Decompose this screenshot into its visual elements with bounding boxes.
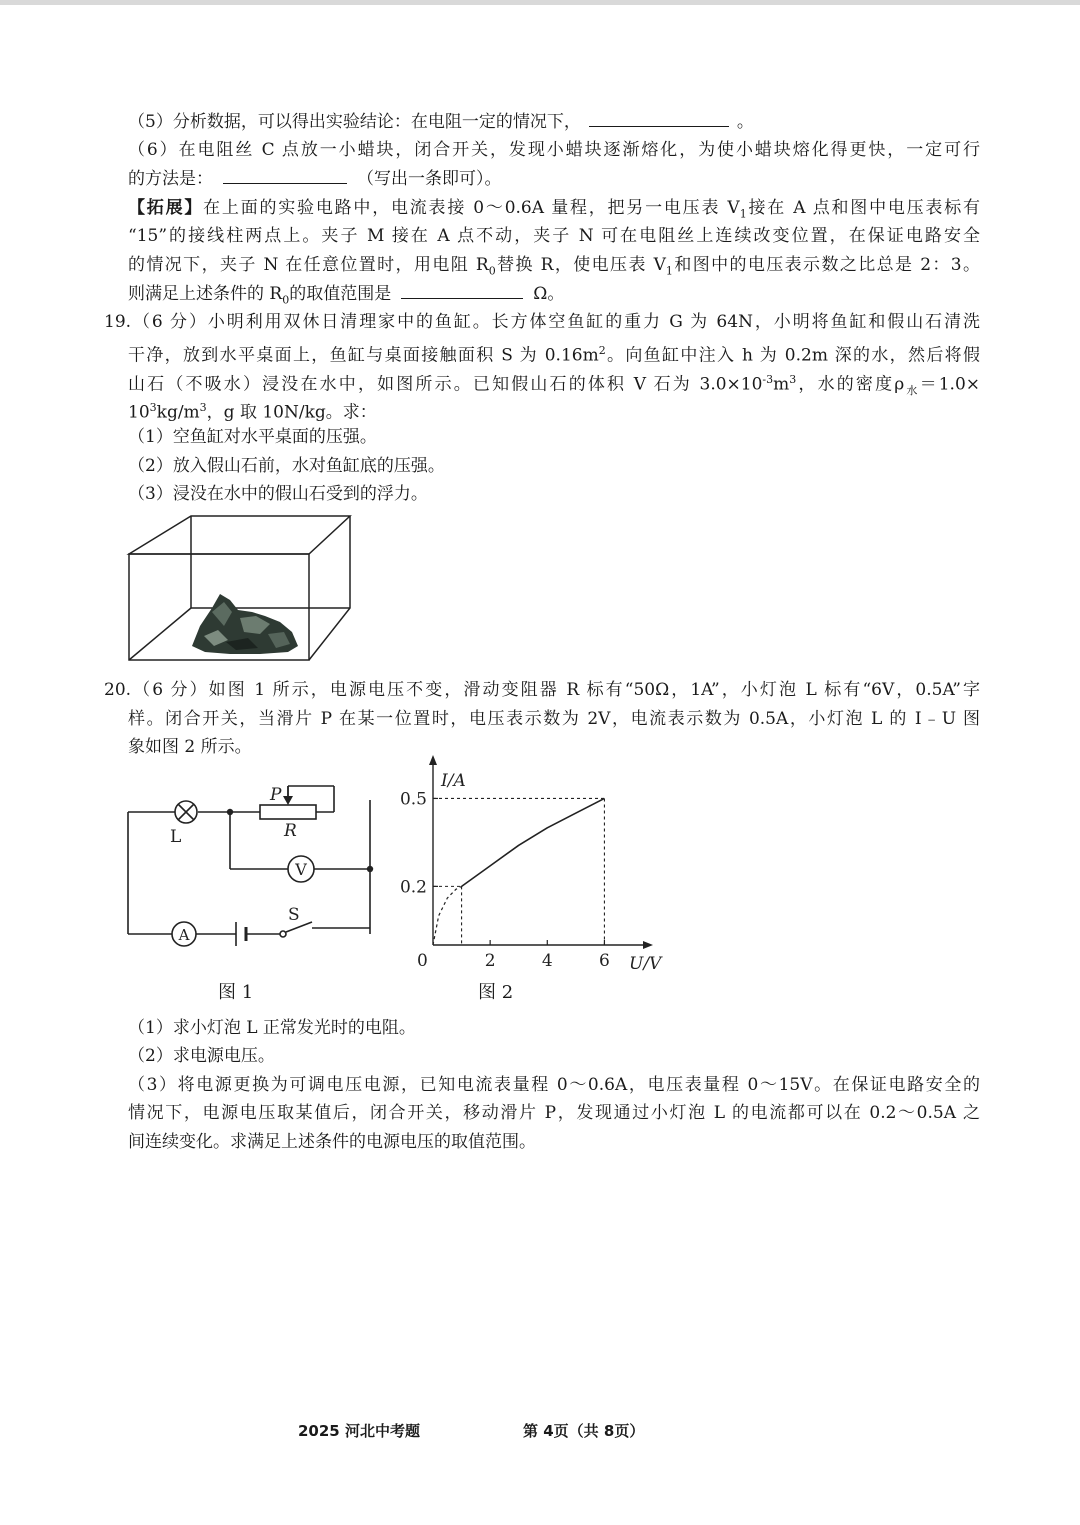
y-axis-label: I/A bbox=[441, 771, 466, 791]
extension-text: 的取值范围是 bbox=[289, 284, 392, 304]
superscript: 3 bbox=[789, 373, 797, 386]
q18-part5-text: （5）分析数据，可以得出实验结论：在电阻一定的情况下， bbox=[128, 112, 581, 132]
extension-text: 的情况下，夹子 N 在任意位置时，用电阻 R bbox=[128, 255, 489, 275]
q19-text: 干净，放到水平桌面上，鱼缸与桌面接触面积 S 为 0.16m bbox=[128, 345, 599, 366]
figure2-caption: 图 2 bbox=[478, 982, 514, 1003]
voltmeter-label: V bbox=[295, 860, 307, 879]
extension-text: 和图中的电压表示数之比总是 2：3。 bbox=[672, 255, 980, 275]
q20-line1: 20.（6 分）如图 1 所示，电源电压不变，滑动变阻器 R 标有“50Ω，1A”，小灯泡 L 标有“6V，0.5A”字 bbox=[104, 680, 980, 700]
graph-guides bbox=[433, 798, 604, 945]
rheostat-icon bbox=[260, 805, 316, 819]
q19-text: 。向鱼缸中注入 h 为 0.2m 深的水，然后将假 bbox=[605, 345, 980, 366]
subscript: 0 bbox=[282, 293, 290, 307]
q18-part6-text: 的方法是： bbox=[128, 169, 213, 189]
q18-part6-line2 bbox=[128, 165, 980, 193]
subscript: 1 bbox=[665, 264, 673, 278]
q19-text: kg/m bbox=[156, 402, 200, 423]
answer-blank[interactable] bbox=[223, 165, 347, 184]
q18-part6-hint: （写出一条即可）。 bbox=[357, 169, 502, 189]
lamp-icon bbox=[175, 801, 197, 823]
battery-icon bbox=[236, 922, 246, 946]
superscript: 3 bbox=[199, 401, 207, 414]
q18-part6-line1: （6）在电阻丝 C 点放一小蜡块，闭合开关，发现小蜡块逐渐熔化，为使小蜡块熔化得更快，一定可行 bbox=[128, 140, 980, 160]
switch-label: S bbox=[288, 905, 300, 925]
q19-line4 bbox=[128, 394, 980, 427]
q20-sub2: （2）求电源电压。 bbox=[128, 1046, 275, 1066]
q18-part5 bbox=[128, 108, 980, 136]
junction-dot bbox=[367, 866, 373, 872]
slider-arrow-icon bbox=[283, 786, 293, 805]
extension-text: 在上面的实验电路中，电流表接 0～0.6A 量程，把另一电压表 V bbox=[203, 198, 740, 218]
iu-curve-solid bbox=[462, 798, 605, 886]
graph-ticks bbox=[400, 789, 610, 971]
subscript: 水 bbox=[904, 384, 920, 398]
q19-text: 10 bbox=[128, 402, 150, 423]
y-tick-label: 0.2 bbox=[399, 877, 427, 898]
rheostat-label: R bbox=[284, 821, 297, 841]
q19-text: ＝1.0× bbox=[919, 374, 981, 395]
q20-sub3-line3: 间连续变化。求满足上述条件的电源电压的取值范围。 bbox=[128, 1132, 536, 1152]
lamp-label: L bbox=[170, 827, 182, 847]
footer-page-number: 第 4页（共 8页） bbox=[523, 1422, 645, 1440]
q20-sub3-line2: 情况下，电源电压取某值后，闭合开关，移动滑片 P，发现通过小灯泡 L 的电流都可以在 0.2～0.5A 之 bbox=[128, 1103, 980, 1123]
q20-sub3-line1: （3）将电源更换为可调电压电源，已知电流表量程 0～0.6A，电压表量程 0～15V。在保证电路安全的 bbox=[128, 1075, 980, 1095]
iu-graph bbox=[395, 762, 662, 977]
extension-text: Ω。 bbox=[533, 284, 565, 304]
tank-hidden-edges bbox=[191, 516, 350, 608]
circuit-diagram bbox=[120, 772, 380, 962]
y-tick-label: 0.5 bbox=[399, 789, 427, 810]
footer-exam-name: 2025 河北中考题 bbox=[298, 1422, 420, 1440]
x-axis-label: U/V bbox=[629, 954, 662, 974]
junction-dot bbox=[227, 809, 233, 815]
q19-line2 bbox=[128, 337, 980, 370]
q20-line2: 样。闭合开关，当滑片 P 在某一位置时，电压表示数为 2V，电流表示数为 0.5A，小灯泡 L 的 I﹣U 图 bbox=[128, 709, 980, 729]
origin-label: 0 bbox=[417, 951, 428, 971]
q19-text: m bbox=[773, 374, 790, 395]
answer-blank[interactable] bbox=[401, 280, 523, 299]
q19-sub3: （3）浸没在水中的假山石受到的浮力。 bbox=[128, 484, 428, 504]
q20-line3: 象如图 2 所示。 bbox=[128, 737, 252, 757]
q19-text: ，g 取 10N/kg。求： bbox=[206, 402, 377, 423]
q19-text: ，水的密度ρ bbox=[796, 374, 905, 395]
extension-text: 接在 A 点和图中电压表标有 bbox=[746, 198, 980, 218]
voltmeter-icon bbox=[288, 856, 314, 882]
q18-extension-line2: “15”的接线柱两点上。夹子 M 接在 A 点不动，夹子 N 可在电阻丝上连续改变位置，在保证电路安全 bbox=[128, 226, 980, 246]
tank-hidden-diagonal bbox=[129, 608, 191, 660]
iu-curve-dashed bbox=[433, 886, 462, 945]
subscript: 0 bbox=[488, 264, 496, 278]
tank-right-edge bbox=[309, 516, 350, 660]
x-tick-label: 4 bbox=[541, 951, 553, 971]
tank-top-face bbox=[129, 516, 350, 554]
extension-tag: 【拓展】 bbox=[128, 198, 204, 218]
answer-blank[interactable] bbox=[589, 108, 729, 127]
superscript: -3 bbox=[762, 373, 774, 386]
subscript: 1 bbox=[739, 207, 747, 221]
fish-tank-figure bbox=[120, 508, 360, 668]
q19-sub2: （2）放入假山石前，水对鱼缸底的压强。 bbox=[128, 456, 445, 476]
q19-sub1: （1）空鱼缸对水平桌面的压强。 bbox=[128, 427, 377, 447]
q20-sub1: （1）求小灯泡 L 正常发光时的电阻。 bbox=[128, 1018, 416, 1038]
q19-line1: 19.（6 分）小明利用双休日清理家中的鱼缸。长方体空鱼缸的重力 G 为 64N，小明将鱼缸和假山石清洗 bbox=[104, 312, 980, 332]
q18-part5-end: 。 bbox=[736, 112, 754, 132]
slider-label: P bbox=[270, 785, 282, 805]
rock-icon bbox=[192, 594, 298, 654]
figure1-caption: 图 1 bbox=[218, 982, 254, 1003]
x-tick-label: 6 bbox=[599, 951, 610, 971]
extension-text: 替换 R，使电压表 V bbox=[495, 255, 666, 275]
x-tick-label: 2 bbox=[484, 951, 496, 971]
q19-text: 山石（不吸水）浸没在水中，如图所示。已知假山石的体积 V 石为 3.0×10 bbox=[128, 374, 763, 395]
graph-curves bbox=[433, 798, 604, 945]
ammeter-label: A bbox=[178, 926, 190, 944]
superscript: 3 bbox=[149, 401, 157, 414]
ammeter-icon bbox=[172, 922, 196, 946]
extension-text: 则满足上述条件的 R bbox=[128, 284, 283, 304]
superscript: 2 bbox=[598, 344, 606, 357]
